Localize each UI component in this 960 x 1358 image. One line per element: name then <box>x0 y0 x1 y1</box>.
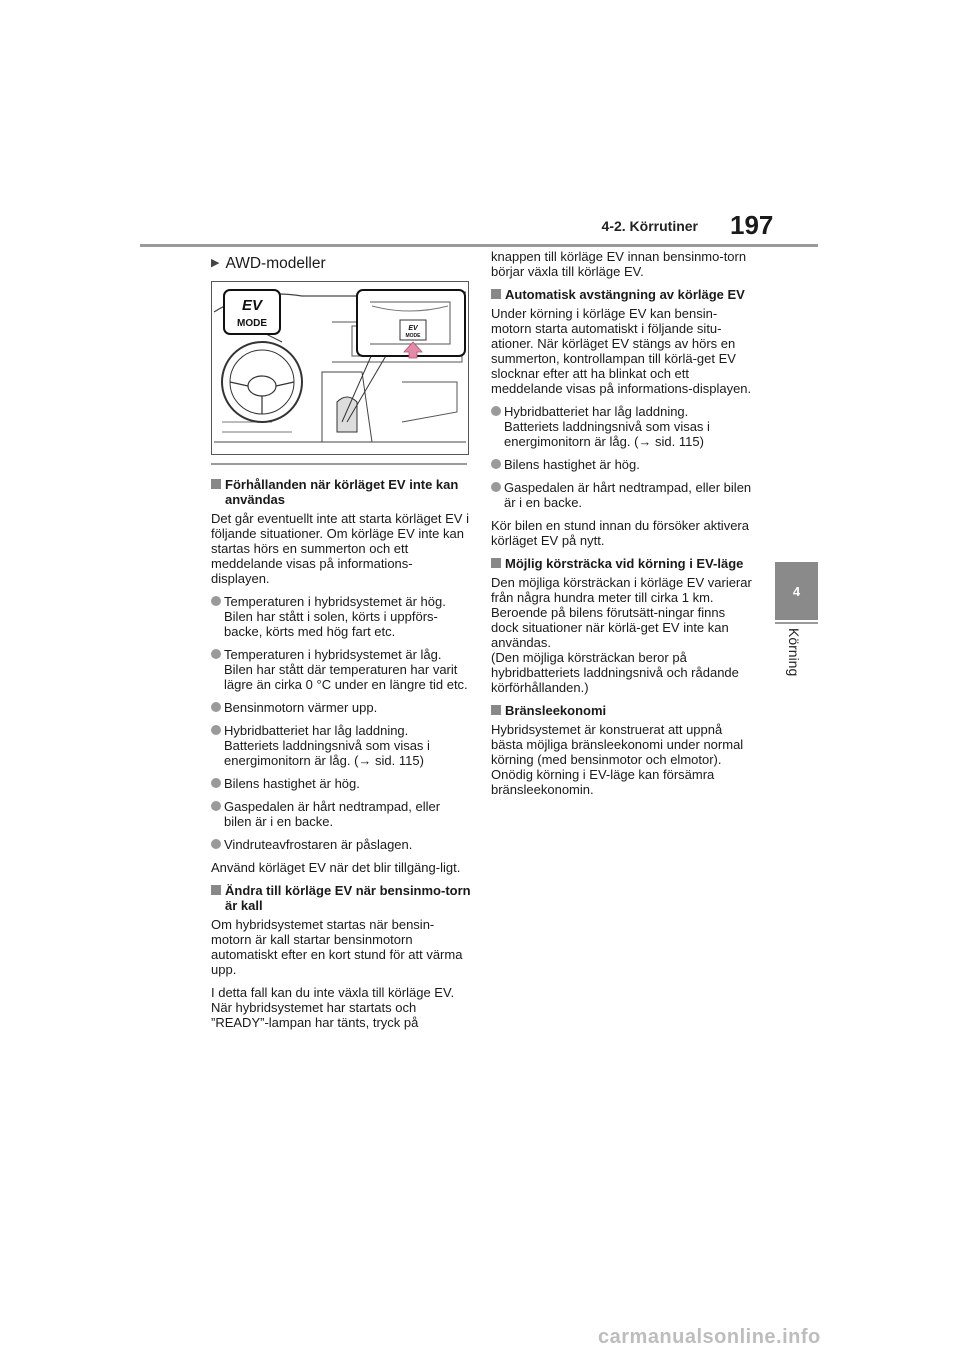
list-item-text: Hybridbatteriet har låg laddning. Batteriets laddningsnivå som visas i energimonitorn är låg. (→ sid. 115) <box>224 723 430 768</box>
dashboard-illustration <box>212 282 468 454</box>
list-item-text: Gaspedalen är hårt nedtrampad, eller bilen är i en backe. <box>504 480 752 510</box>
list-item <box>211 776 471 791</box>
circle-bullet-icon <box>491 482 501 492</box>
list-item-text: Bilens hastighet är hög. <box>224 776 360 791</box>
paragraph: Kör bilen en stund innan du försöker aktivera körläget EV på nytt. <box>491 518 749 548</box>
chapter-number: 4 <box>792 583 801 599</box>
paragraph: Under körning i körläge EV kan bensin-motorn starta automatiskt i följande situ-ationer. När körläget EV stängs av hörs en summerton, kontrollampan till körlä-get EV slocknar efter att ha blinkat och ett meddelande visas på informations-displayen. <box>491 306 752 396</box>
list-item <box>211 799 471 829</box>
chapter-tab[interactable] <box>775 562 818 620</box>
button-ev-text: EV <box>408 325 418 332</box>
list-item-text: Temperaturen i hybridsystemet är hög. Bilen har stått i solen, körts i uppförs-backe, körts med hög fart etc. <box>224 594 446 639</box>
circle-bullet-icon <box>211 801 221 811</box>
circle-bullet-icon <box>211 778 221 788</box>
paragraph: Den möjliga körsträckan i körläge EV varierar från några hundra meter till cirka 1 km. Beroende på bilens förutsätt-ningar finns dock situationer när körlä-get EV inte kan användas. (Den möjliga körsträckan beror på hybridbatteriets laddningsnivå och rådande körförhållanden.) <box>491 575 752 695</box>
chapter-label: Körning <box>786 628 802 677</box>
badge-ev-text: EV <box>241 297 263 314</box>
paragraph: Det går eventuellt inte att starta körläget EV i följande situationer. Om körläge EV inte kan startas hörs en summerton och ett meddelande visas på informations-displayen. <box>211 511 469 586</box>
section-heading-cold-engine <box>211 883 471 913</box>
list-item-text: Hybridbatteriet har låg laddning. Batteriets laddningsnivå som visas i energimonitorn är låg. (→ sid. 115) <box>504 404 710 449</box>
section-heading-conditions <box>211 477 471 507</box>
section-heading-text: Ändra till körläge EV när bensinmo-torn är kall <box>225 883 471 913</box>
circle-bullet-icon <box>211 596 221 606</box>
circle-bullet-icon <box>211 702 221 712</box>
triangle-right-icon: ▶ <box>211 257 220 269</box>
circle-bullet-icon <box>491 406 501 416</box>
section-heading-text: Förhållanden när körläget EV inte kan användas <box>225 477 459 507</box>
list-item-text: Bilens hastighet är hög. <box>504 457 640 472</box>
paragraph: Om hybridsystemet startas när bensin-motorn är kall startar bensinmotorn automatiskt efter en kort stund för att värma upp. <box>211 917 463 977</box>
square-bullet-icon <box>211 479 221 489</box>
section-heading-text: Bränsleekonomi <box>505 703 607 718</box>
section-heading-text: Automatisk avstängning av körläge EV <box>505 287 745 302</box>
section-title: 4-2. Körrutiner <box>601 218 698 234</box>
dashboard-figure <box>211 281 469 455</box>
paragraph: I detta fall kan du inte växla till körläge EV. När hybridsystemet har startats och ”READY”-lampan har tänts, tryck på <box>211 985 455 1030</box>
list-item-text: Gaspedalen är hårt nedtrampad, eller bilen är i en backe. <box>224 799 441 829</box>
model-subheading <box>211 256 471 271</box>
square-bullet-icon <box>491 558 501 568</box>
model-subheading-text: AWD-modeller <box>225 255 326 272</box>
list-item <box>211 700 471 715</box>
list-item <box>491 480 756 510</box>
circle-bullet-icon <box>211 649 221 659</box>
section-heading-auto-off <box>491 287 756 302</box>
figure-divider <box>211 463 467 465</box>
list-item-text: Bensinmotorn värmer upp. <box>224 700 378 715</box>
right-column <box>491 249 756 805</box>
paragraph: knappen till körläge EV innan bensinmo-torn börjar växla till körläge EV. <box>491 249 747 279</box>
square-bullet-icon <box>211 885 221 895</box>
square-bullet-icon <box>491 289 501 299</box>
watermark-link[interactable]: carmanualsonline.info <box>598 1326 821 1348</box>
square-bullet-icon <box>491 705 501 715</box>
list-item <box>491 457 756 472</box>
section-heading-range <box>491 556 756 571</box>
left-column <box>211 254 471 1038</box>
list-item <box>491 404 756 449</box>
list-item-text: Vindruteavfrostaren är påslagen. <box>224 837 413 852</box>
circle-bullet-icon <box>211 839 221 849</box>
list-item <box>211 594 471 639</box>
list-item <box>211 723 471 768</box>
button-mode-text: MODE <box>405 333 421 339</box>
paragraph: Använd körläget EV när det blir tillgäng-ligt. <box>211 860 461 875</box>
badge-mode-text: MODE <box>237 318 267 329</box>
list-item <box>211 647 471 692</box>
list-item <box>211 837 471 852</box>
page-number: 197 <box>730 210 774 240</box>
circle-bullet-icon <box>491 459 501 469</box>
circle-bullet-icon <box>211 725 221 735</box>
chapter-tab-divider <box>775 622 818 624</box>
section-heading-text: Möjlig körsträcka vid körning i EV-läge <box>505 556 744 571</box>
section-heading-fuel-economy <box>491 703 756 718</box>
list-item-text: Temperaturen i hybridsystemet är låg. Bilen har stått där temperaturen har varit lägre än cirka 0 °C under en längre tid etc. <box>224 647 468 692</box>
paragraph: Hybridsystemet är konstruerat att uppnå bästa möjliga bränsleekonomi under normal körning (med bensinmotor och elmotor). Onödig körning i EV-läge kan försämra bränsleekonomin. <box>491 722 744 797</box>
header-divider <box>140 244 818 247</box>
